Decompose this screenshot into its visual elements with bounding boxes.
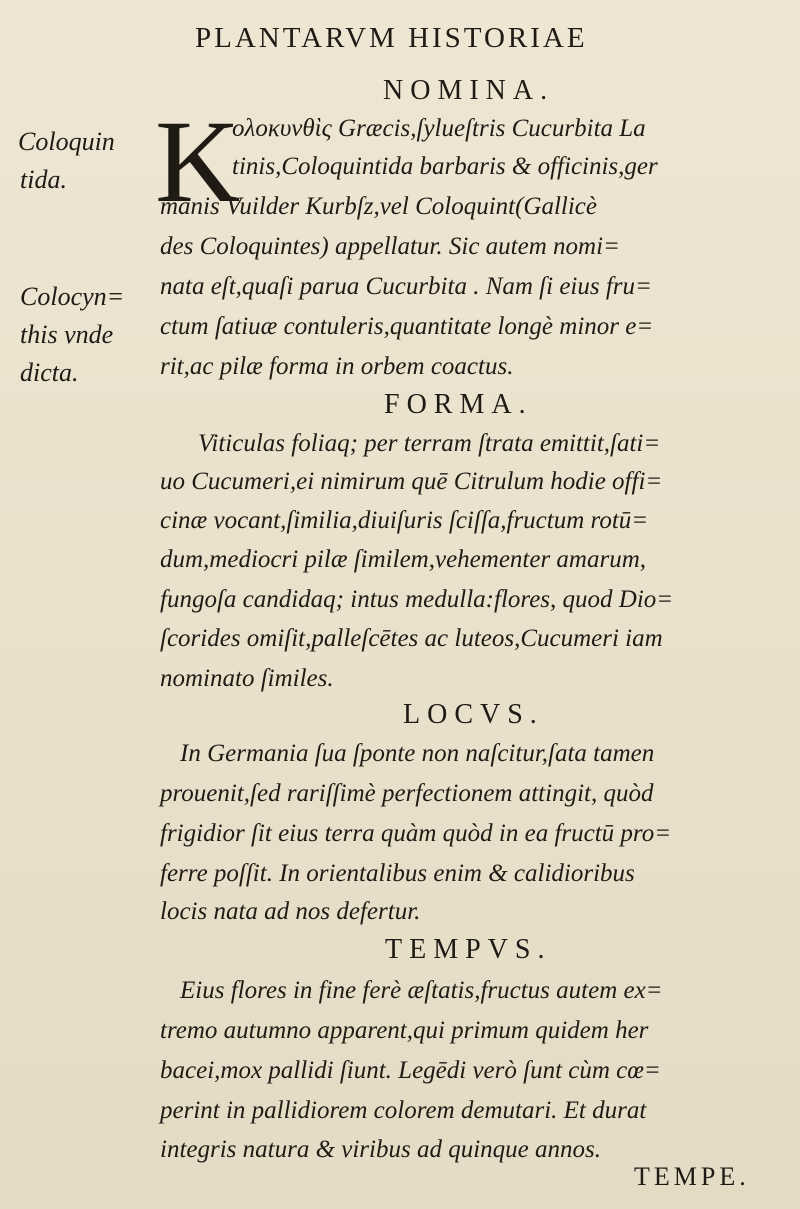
text-line: dum,mediocri pilæ ſimilem,vehementer amarum, [160,546,647,573]
text-line: integris natura & viribus ad quinque annos. [160,1136,601,1163]
text-line: ferre poſſit. In orientalibus enim & calidioribus [160,860,635,887]
text-line: uo Cucumeri,ei nimirum quē Citrulum hodie offi= [160,468,663,495]
text-line: locis nata ad nos defertur. [160,898,421,925]
text-line: ſcorides omiſit,palleſcētes ac luteos,Cucumeri iam [160,625,663,652]
catchword: TEMPE. [634,1162,750,1191]
text-line: nata eſt,quaſi parua Cucurbita . Nam ſi eius fru= [160,273,652,300]
text-line: nominato ſimiles. [160,665,334,692]
margin-note: Coloquin [18,127,115,156]
text-line: In Germania ſua ſponte non naſcitur,ſata tamen [180,740,655,767]
text-line: frigidior ſit eius terra quàm quòd in ea fructū pro= [160,820,672,847]
text-line: ολοκυνθὶς Græcis,ſylueſtris Cucurbita La [232,115,646,142]
margin-note: dicta. [20,358,79,387]
text-line: rit,ac pilæ forma in orbem coactus. [160,353,514,380]
text-line: Viticulas foliaq; per terram ſtrata emittit,ſati= [198,430,661,457]
text-line: perint in pallidiorem colorem demutari. Et durat [160,1097,647,1124]
section-heading-tempus: TEMPVS. [385,934,552,965]
margin-note: tida. [20,165,67,194]
text-line: bacei,mox pallidi ſiunt. Legēdi verò ſunt cùm cœ= [160,1057,661,1084]
text-line: fungoſa candidaq; intus medulla:flores, quod Dio= [160,586,674,613]
section-heading-forma: FORMA. [384,389,533,420]
text-line: tinis,Coloquintida barbaris & officinis,ger [232,153,658,180]
section-heading-nomina: NOMINA. [383,75,555,106]
text-line: tremo autumno apparent,qui primum quidem her [160,1017,649,1044]
margin-note: this vnde [20,320,114,349]
drop-cap: K [155,96,241,227]
text-line: manis Vuilder Kurbſz,vel Coloquint(Gallicè [160,193,597,220]
text-line: cinæ vocant,ſimilia,diuiſuris ſciſſa,fructum rotū= [160,507,649,534]
text-line: des Coloquintes) appellatur. Sic autem nomi= [160,233,620,260]
margin-note: Colocyn= [20,282,125,311]
text-line: ctum ſatiuæ contuleris,quantitate longè minor e= [160,313,654,340]
text-line: prouenit,ſed rariſſimè perfectionem attingit, quòd [160,780,654,807]
running-head: PLANTARVM HISTORIAE [195,22,588,54]
section-heading-locus: LOCVS. [403,699,544,730]
text-line: Eius flores in fine ferè æſtatis,fructus autem ex= [180,977,663,1004]
